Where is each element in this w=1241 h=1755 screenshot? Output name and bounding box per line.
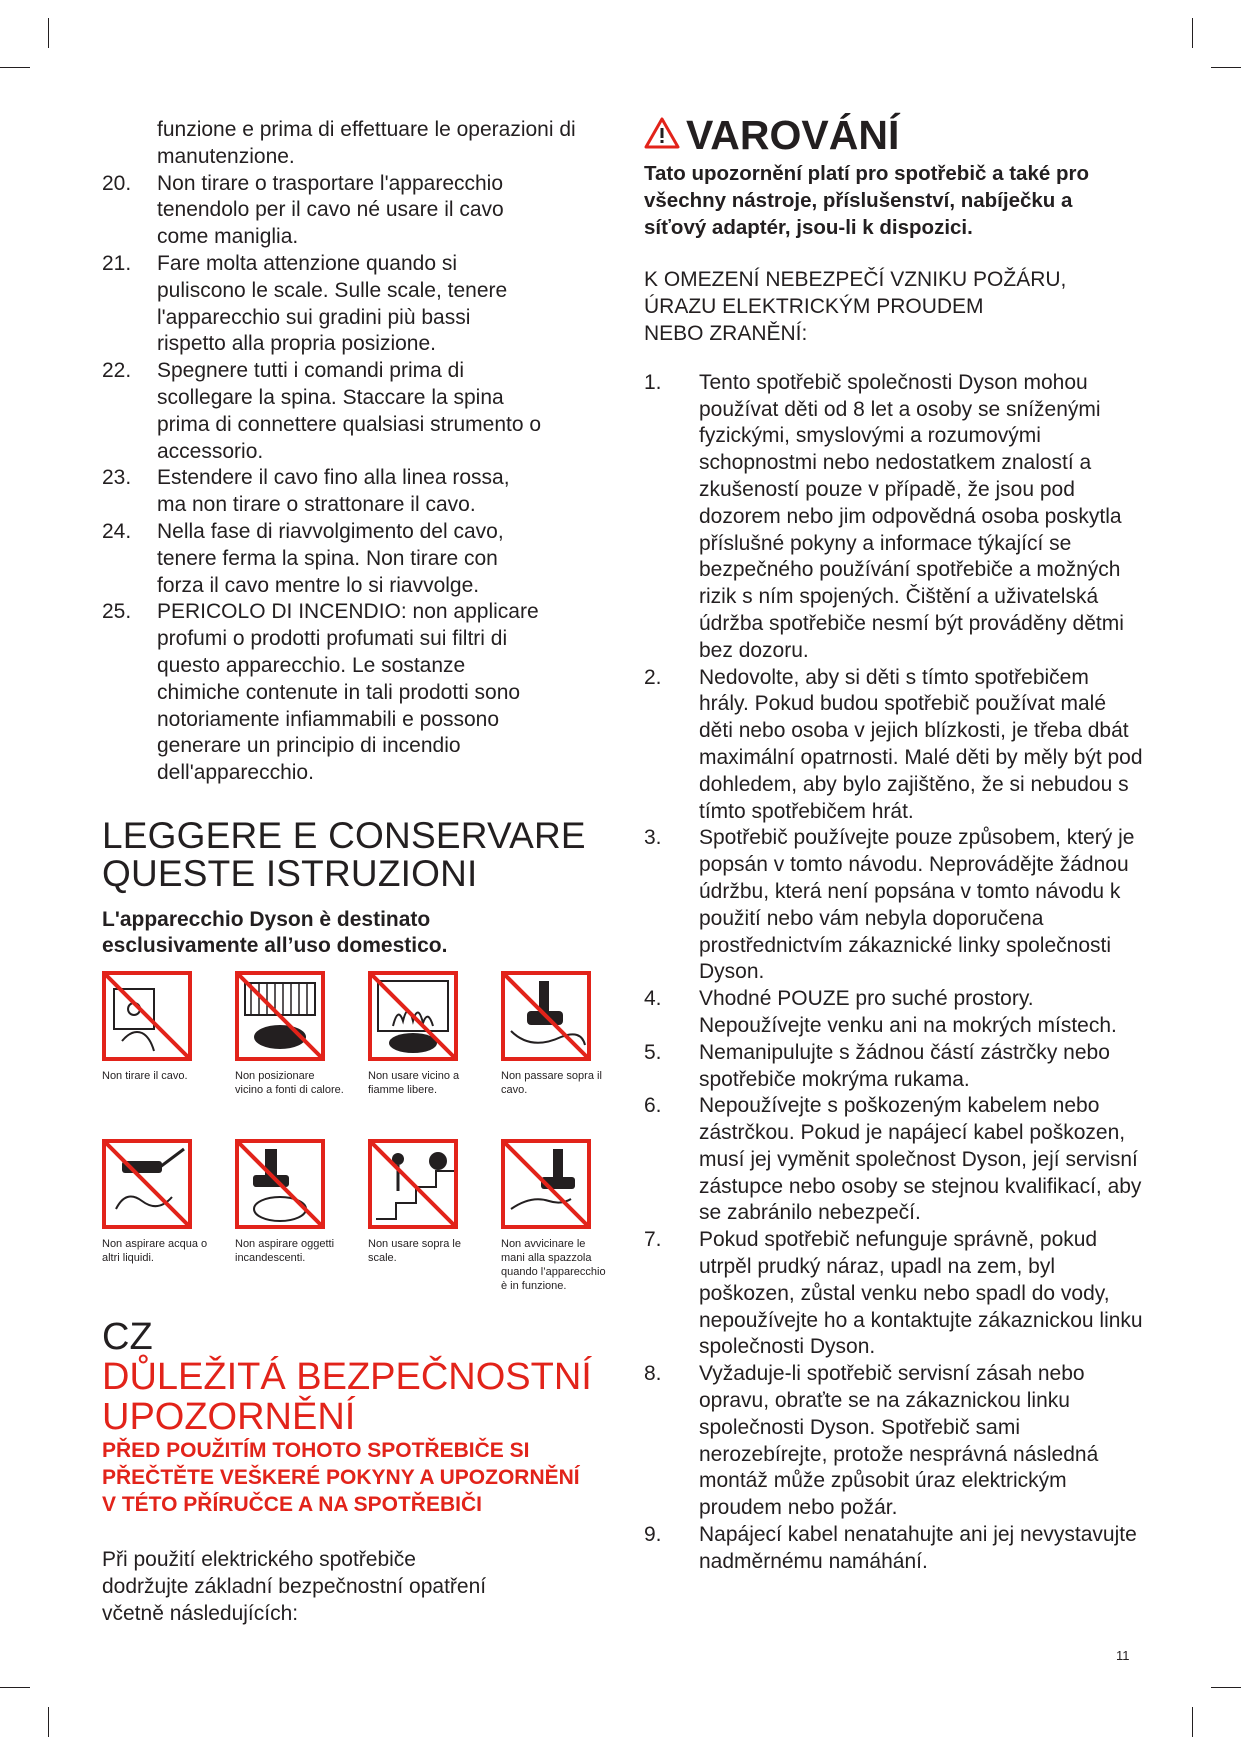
list-item (644, 1093, 1144, 1227)
pictogram-cell (102, 1139, 235, 1307)
list-item (102, 519, 622, 599)
list-item (102, 358, 622, 465)
left-column (102, 117, 622, 1627)
item-number: 21. (102, 251, 132, 275)
lead-line: L'apparecchio Dyson è destinato (102, 907, 431, 931)
subtitle-line: PŘEČTĚTE VEŠKERÉ POKYNY A UPOZORNĚNÍ (102, 1465, 580, 1489)
para-line: Při použití elektrického spotřebiče (102, 1547, 416, 1571)
crop-mark (1192, 18, 1193, 48)
item-number: 9. (644, 1523, 662, 1547)
pictogram-cell (501, 971, 634, 1139)
pictogram-caption: Non passare sopra il cavo. (501, 1069, 602, 1096)
item-text: PERICOLO DI INCENDIO: non applicare profumi o prodotti profumati sui filtri di questo apparecchio. Le sostanze chimiche contenute in tali prodotti sono notoriamente infiammabili e possono generare un principio di incendio dell'apparecchio. (157, 600, 539, 785)
item-text: Spegnere tutti i comandi prima di scollegare la spina. Staccare la spina prima di connettere qualsiasi strumento o accessorio. (157, 359, 542, 463)
hazard-line: ÚRAZU ELEKTRICKÝM PROUDEM (644, 295, 984, 319)
warning-triangle-icon (644, 113, 686, 157)
cz-intro-paragraph (102, 1546, 622, 1627)
item-text: Spotřebič používejte pouze způsobem, který je popsán v tomto návodu. Neprovádějte žádnou údržbu, která není popsána v tomto návodu k použití nebo vám nebyla doporučena prostřednictvím zákaznické linky společnosti Dyson. (699, 826, 1135, 984)
item-number: 24. (102, 519, 132, 543)
warning-heading (644, 113, 1144, 157)
item-number: 5. (644, 1040, 662, 1064)
crop-mark (0, 1687, 30, 1688)
crop-mark (1211, 67, 1241, 68)
crop-mark (48, 1707, 49, 1737)
pictogram-grid (102, 971, 622, 1307)
list-item (644, 1361, 1144, 1522)
item-number: 7. (644, 1228, 662, 1252)
hot-ash-icon (235, 1139, 325, 1229)
pictogram-caption: Non aspirare acqua o altri liquidi. (102, 1237, 208, 1264)
continuation-text: funzione e prima di effettuare le operazioni di manutenzione. (157, 118, 576, 168)
heading-line: LEGGERE E CONSERVARE (102, 814, 586, 856)
list-item (644, 1522, 1144, 1576)
pictogram-caption: Non tirare il cavo. (102, 1069, 188, 1082)
list-item (102, 251, 622, 358)
warning-title: VAROVÁNÍ (686, 112, 900, 158)
item-text: Nedovolte, aby si děti s tímto spotřebičem hrály. Pokud budou spotřebič používat malé děti nebo osoba v jejich blízkosti, je třeba dbát maximální opatrnosti. Malé děti by měly být pod dohledem, aby bylo zajištěno, že si nebudou s tímto spotřebičem hrát. (699, 665, 1143, 823)
item-text: Nemanipulujte s žádnou částí zástrčky nebo spotřebiče mokrýma rukama. (699, 1040, 1110, 1091)
item-text: Nepoužívejte s poškozeným kabelem nebo zástrčkou. Pokud je napájecí kabel poškozen, musí jej vyměnit společnost Dyson, její servisní zástupce nebo osoby se stejnou kvalifikací, aby se zabránilo nebezpečí. (699, 1094, 1142, 1225)
pictogram-cell (102, 971, 235, 1139)
subtitle-line: PŘED POUŽITÍM TOHOTO SPOTŘEBIČE SI (102, 1438, 530, 1462)
title-line: UPOZORNĚNÍ (102, 1395, 356, 1438)
pictogram-cell (368, 1139, 501, 1307)
item-number: 1. (644, 370, 662, 394)
item-text: Tento spotřebič společnosti Dyson mohou používat děti od 8 let a osoby se sníženými fyzickými, smyslovými a rozumovými schopnostmi nebo nedostatkem znalostí a zkušeností pouze v případě, že jsou pod dozorem nebo jim odpovědná osoba poskytla příslušné pokyny a informace týkající se bezpečného používání spotřebiče a možných rizik s ním spojených. Čištění a uživatelská údržba spotřebiče nesmí být prováděny dětmi bez dozoru. (699, 370, 1124, 662)
hand-brush-icon (501, 1139, 591, 1229)
item-number: 22. (102, 359, 132, 383)
heading-line: QUESTE ISTRUZIONI (102, 852, 478, 894)
hazard-line: K OMEZENÍ NEBEZPEČÍ VZNIKU POŽÁRU, (644, 268, 1067, 292)
list-item (644, 1040, 1144, 1094)
pull-cord-icon (102, 971, 192, 1061)
list-item (644, 665, 1144, 826)
item-number: 3. (644, 826, 662, 850)
item-number: 2. (644, 665, 662, 689)
item-number: 4. (644, 987, 662, 1011)
pictogram-caption: Non usare vicino a fiamme libere. (368, 1069, 460, 1096)
item-number: 6. (644, 1094, 662, 1118)
fireplace-icon (368, 971, 458, 1061)
title-line: DŮLEŽITÁ BEZPEČNOSTNÍ (102, 1355, 592, 1398)
pictogram-caption: Non aspirare oggetti incandescenti. (235, 1237, 335, 1264)
item-text: Nella fase di riavvolgimento del cavo, tenere ferma la spina. Non tirare con forza il cavo mentre lo si riavvolge. (157, 519, 504, 597)
domestic-use-note (102, 907, 622, 959)
list-item (644, 986, 1144, 1040)
item-text: Vyžaduje-li spotřebič servisní zásah nebo opravu, obraťte se na zákaznickou linku společnosti Dyson. Spotřebič sami nerozebírejte, protože nesprávná následná montáž může způsobit úraz elektrickým proudem nebo požár. (699, 1362, 1099, 1520)
pictogram-cell (235, 971, 368, 1139)
cord-roll-over-icon (501, 971, 591, 1061)
crop-mark (0, 67, 30, 68)
item-number: 20. (102, 171, 132, 195)
crop-mark (1211, 1687, 1241, 1688)
crop-mark (48, 18, 49, 48)
item-text: Estendere il cavo fino alla linea rossa, ma non tirare o strattonare il cavo. (157, 466, 510, 517)
pictogram-cell (501, 1139, 634, 1307)
czech-safety-list (644, 370, 1144, 1576)
pictogram-cell (235, 1139, 368, 1307)
list-item (644, 370, 1144, 665)
pictogram-caption: Non usare sopra le scale. (368, 1237, 461, 1264)
item-number: 8. (644, 1362, 662, 1386)
italian-safety-list (102, 171, 622, 787)
right-column (644, 113, 1144, 1576)
pictogram-caption: Non posizionare vicino a fonti di calore. (235, 1069, 344, 1096)
pictogram-caption: Non avvicinare le mani alla spazzola quando l’apparecchio è in funzione. (501, 1237, 606, 1292)
page-number: 11 (1116, 1648, 1130, 1663)
item-text: Pokud spotřebič nefunguje správně, pokud utrpěl prudký náraz, upadl na zem, byl poškozen, zůstal venku nebo spadl do vody, nepoužívejte ho a kontaktujte zákaznickou linku společnosti Dyson. (699, 1228, 1143, 1359)
para-line: včetně následujících: (102, 1601, 299, 1625)
warning-lead: Tato upozornění platí pro spotřebič a také pro všechny nástroje, příslušenství, nabíječku a síťový adaptér, jsou-li k dispozici. (644, 162, 1089, 239)
hazard-heading (644, 267, 1144, 347)
cz-safety-title (102, 1357, 622, 1437)
list-item (102, 599, 622, 787)
item-text: Napájecí kabel nenatahujte ani jej nevystavujte nadměrnému namáhání. (699, 1523, 1137, 1573)
subtitle-line: V TÉTO PŘÍRUČCE A NA SPOTŘEBIČI (102, 1492, 482, 1516)
hazard-line: NEBO ZRANĚNÍ: (644, 321, 808, 345)
para-line: dodržujte základní bezpečnostní opatření (102, 1574, 487, 1598)
liquid-icon (102, 1139, 192, 1229)
item-number: 23. (102, 466, 132, 490)
stairs-icon (368, 1139, 458, 1229)
heater-icon (235, 971, 325, 1061)
heading-read-keep (102, 814, 622, 894)
item-number: 25. (102, 600, 132, 624)
item-text: Fare molta attenzione quando si puliscono le scale. Sulle scale, tenere l'apparecchio sui gradini più bassi rispetto alla propria posizione. (157, 251, 508, 356)
item-text: Non tirare o trasportare l'apparecchio tenendolo per il cavo né usare il cavo come maniglia. (157, 171, 504, 249)
crop-mark (1192, 1707, 1193, 1737)
list-item (102, 465, 622, 519)
language-code: CZ (102, 1315, 153, 1358)
item-text: Vhodné POUZE pro suché prostory. Nepoužívejte venku ani na mokrých místech. (699, 987, 1117, 1037)
list-item (644, 1227, 1144, 1361)
list-item (644, 825, 1144, 986)
list-item (102, 171, 622, 251)
pictogram-cell (368, 971, 501, 1139)
lead-line: esclusivamente all’uso domestico. (102, 933, 448, 957)
cz-safety-subtitle (102, 1437, 622, 1518)
